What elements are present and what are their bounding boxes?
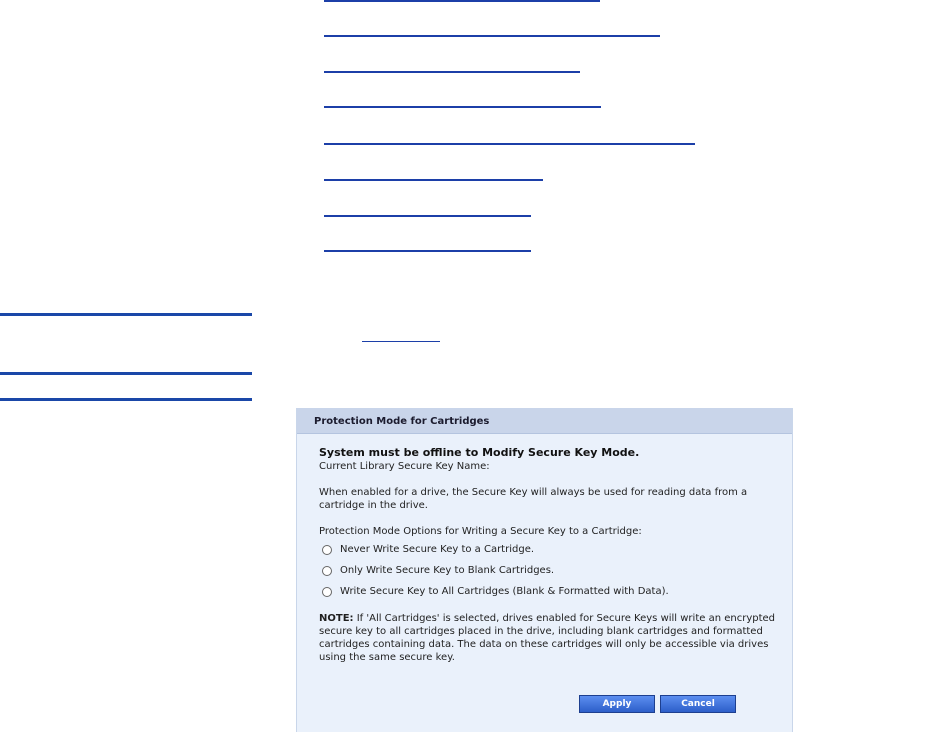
option-label: Only Write Secure Key to Blank Cartridges.: [340, 565, 555, 576]
link-underline-8[interactable]: [324, 250, 531, 252]
note-text: [319, 612, 789, 664]
apply-button[interactable]: Apply: [579, 695, 655, 713]
section-rule-top: [0, 313, 252, 316]
protection-mode-options: [319, 539, 789, 602]
secure-key-description: When enabled for a drive, the Secure Key will always be used for reading data from a cartridge in the drive.: [319, 487, 748, 511]
link-underline-2[interactable]: [324, 35, 660, 37]
radio-button[interactable]: [322, 545, 332, 555]
inline-link-underline[interactable]: [362, 341, 440, 342]
section-rule-bottom: [0, 398, 252, 401]
option-all-cartridges[interactable]: [319, 581, 789, 602]
link-underline-1[interactable]: [324, 0, 600, 2]
option-label: Never Write Secure Key to a Cartridge.: [340, 544, 535, 555]
panel-title: Protection Mode for Cartridges: [297, 408, 792, 434]
radio-button[interactable]: [322, 587, 332, 597]
link-underline-5[interactable]: [324, 143, 695, 145]
link-underline-4[interactable]: [324, 106, 601, 108]
option-label: Write Secure Key to All Cartridges (Blank & Formatted with Data).: [340, 586, 669, 597]
note-body: If 'All Cartridges' is selected, drives enabled for Secure Keys will write an encrypted secure key to all cartridges placed in the drive, including blank cartridges and formatted cartridges containing data. The data on these cartridges will only be accessible via drives using the same secure key.: [319, 613, 776, 663]
cancel-button[interactable]: Cancel: [660, 695, 736, 713]
options-label: Protection Mode Options for Writing a Secure Key to a Cartridge:: [319, 526, 642, 537]
option-blank-only[interactable]: [319, 560, 789, 581]
radio-button[interactable]: [322, 566, 332, 576]
option-never-write[interactable]: [319, 539, 789, 560]
link-underline-3[interactable]: [324, 71, 580, 73]
offline-heading: System must be offline to Modify Secure Key Mode.: [319, 446, 640, 459]
link-underline-7[interactable]: [324, 215, 531, 217]
current-key-label: Current Library Secure Key Name:: [319, 461, 490, 472]
note-label: NOTE:: [319, 613, 354, 624]
protection-mode-panel: [296, 408, 793, 732]
section-rule-middle: [0, 372, 252, 375]
panel-body: [319, 446, 789, 664]
link-underline-6[interactable]: [324, 179, 543, 181]
